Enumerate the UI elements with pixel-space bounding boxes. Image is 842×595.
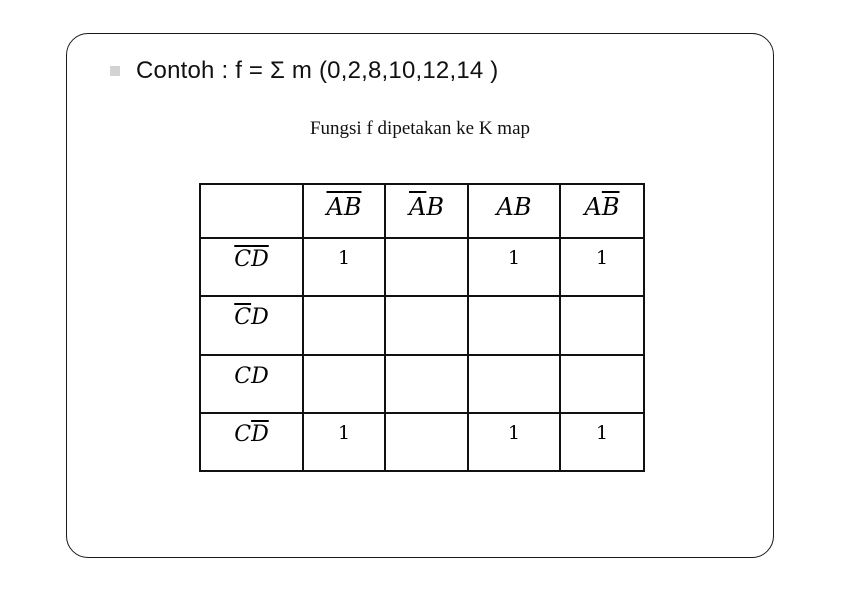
row-var2: $\overline{D}$ [251, 247, 269, 272]
kmap-cell [385, 296, 468, 355]
row-var2: D [251, 305, 269, 330]
kmap-cell: 1 [560, 238, 644, 296]
kmap-col-header [385, 184, 468, 238]
karnaugh-map-table [199, 183, 645, 472]
kmap-col-header [560, 184, 644, 238]
col-var1: A [584, 193, 602, 221]
kmap-row-header [200, 355, 303, 413]
kmap-header-row [200, 184, 644, 238]
bullet-row [110, 54, 499, 88]
kmap-caption [0, 118, 842, 140]
kmap-cell [560, 355, 644, 413]
kmap-cell: 1 [303, 413, 385, 471]
kmap-row [200, 296, 644, 355]
kmap-cell [385, 355, 468, 413]
kmap-cell [468, 296, 560, 355]
kmap-row [200, 238, 644, 296]
bullet-text: Contoh : f = Σ m (0,2,8,10,12,14 ) [136, 57, 499, 84]
row-var1: C [234, 422, 252, 447]
kmap-caption-text: Fungsi f dipetakan ke K map [309, 118, 531, 139]
col-var1: A [496, 193, 514, 221]
row-var2: $\overline{D}$ [251, 422, 269, 447]
bullet-marker-icon [110, 66, 120, 76]
kmap-cell [560, 296, 644, 355]
kmap-corner-cell [200, 184, 303, 238]
row-var1: $\overline{C}$ [234, 305, 252, 330]
col-var2: B [513, 193, 532, 221]
kmap-cell: 1 [468, 413, 560, 471]
kmap-row-header [200, 413, 303, 471]
row-var1: $\overline{C}$ [234, 247, 252, 272]
kmap-cell [468, 355, 560, 413]
row-var1: C [234, 364, 252, 389]
kmap-row-header [200, 238, 303, 296]
col-var2: $\overline{B}$ [601, 193, 620, 221]
col-var2: B [426, 193, 444, 221]
kmap-cell [385, 238, 468, 296]
kmap-cell [303, 355, 385, 413]
kmap-row-header [200, 296, 303, 355]
kmap-row [200, 413, 644, 471]
kmap-cell [385, 413, 468, 471]
col-var2: $\overline{B}$ [343, 193, 362, 221]
kmap-cell: 1 [560, 413, 644, 471]
kmap-cell [303, 296, 385, 355]
kmap-cell: 1 [303, 238, 385, 296]
col-var1: $\overline{A}$ [409, 193, 427, 221]
kmap-cell: 1 [468, 238, 560, 296]
row-var2: D [251, 364, 269, 389]
kmap-col-header [303, 184, 385, 238]
kmap-col-header [468, 184, 560, 238]
kmap-row [200, 355, 644, 413]
col-var1: $\overline{A}$ [326, 193, 344, 221]
